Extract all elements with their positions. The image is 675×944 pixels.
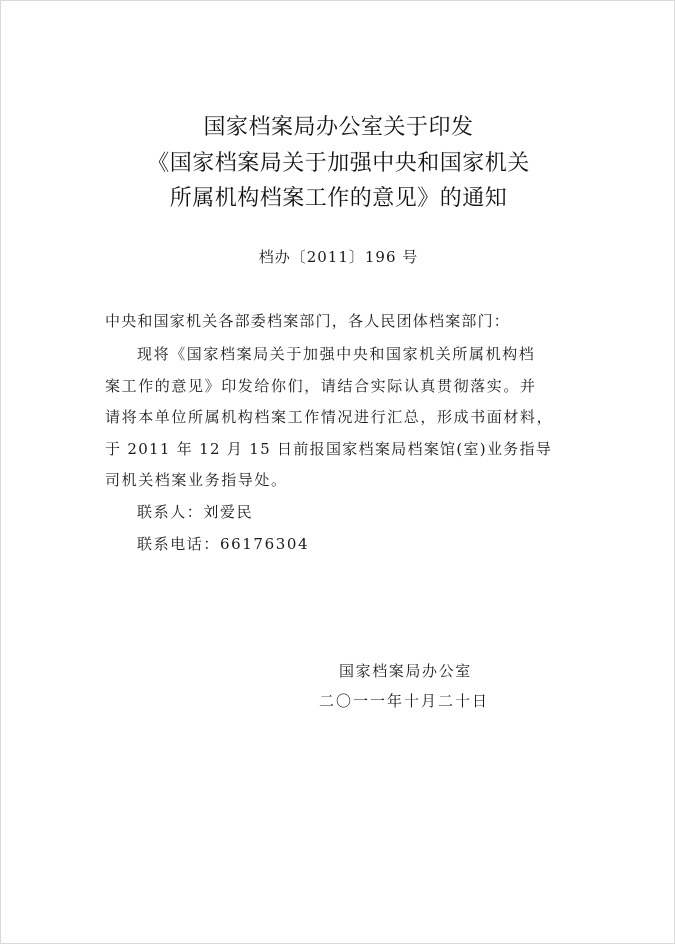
- title-line-2: 《国家档案局关于加强中央和国家机关: [147, 151, 530, 176]
- title-line-1: 国家档案局办公室关于印发: [203, 115, 474, 140]
- body-line-3: 请将本单位所属机构档案工作情况进行汇总，形成书面材料，: [105, 408, 554, 426]
- body-line-5: 司机关档案业务指导处。: [105, 471, 288, 489]
- title-line-3: 所属机构档案工作的意见》的通知: [169, 186, 508, 211]
- contact-person: 联系人：刘爱民: [137, 503, 254, 521]
- contact-phone: 联系电话：66176304: [137, 535, 310, 553]
- body-line-1: 现将《国家档案局关于加强中央和国家机关所属机构档: [137, 345, 536, 363]
- document-number: 档办〔2011〕196 号: [258, 248, 419, 266]
- body-line-2: 案工作的意见》印发给你们，请结合实际认真贯彻落实。并: [105, 377, 537, 395]
- issuer-signature: 国家档案局办公室: [339, 662, 472, 680]
- body-line-4: 于 2011 年 12 月 15 日前报国家档案局档案馆(室)业务指导: [105, 440, 553, 458]
- salutation: 中央和国家机关各部委档案部门，各人民团体档案部门：: [105, 312, 511, 330]
- issue-date: 二〇一一年十月二十日: [319, 692, 490, 710]
